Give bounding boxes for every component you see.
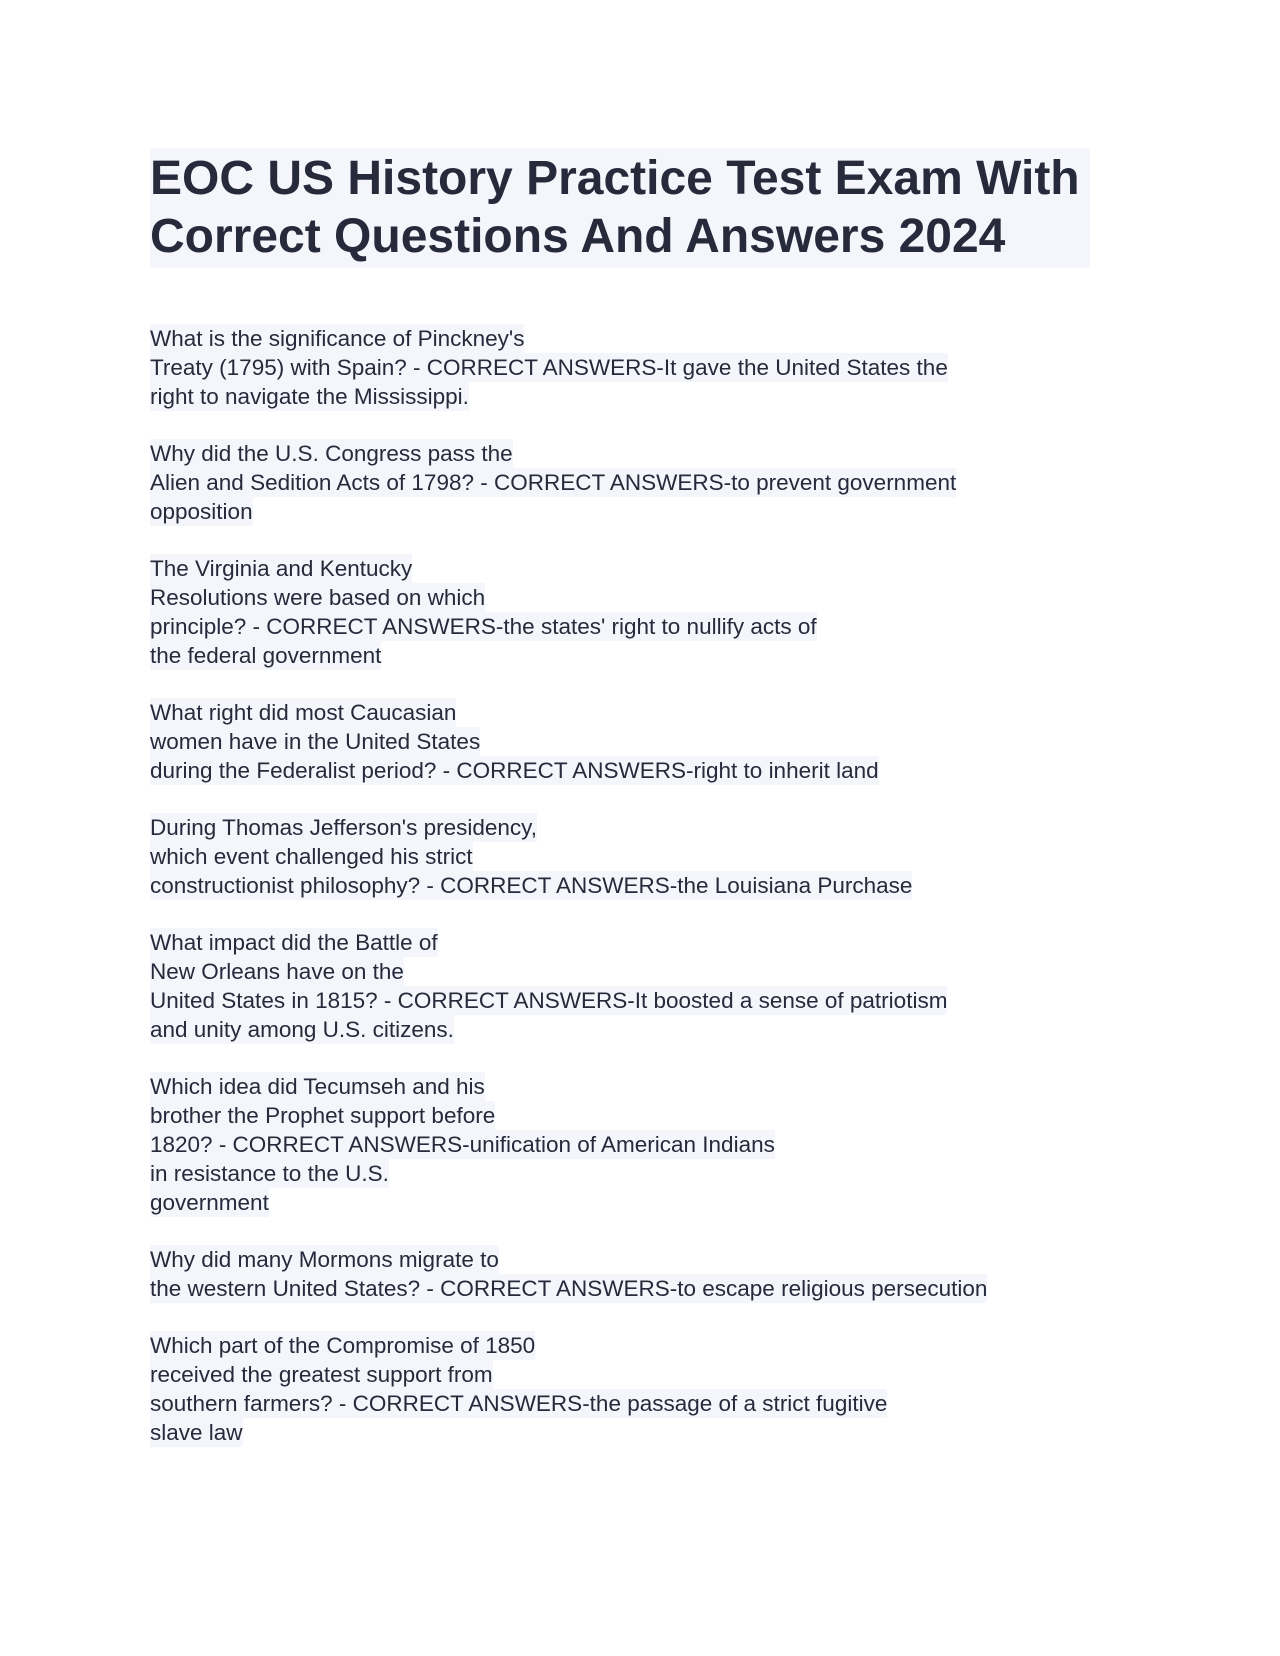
qa-item-5 xyxy=(150,813,1150,900)
qa-item-7 xyxy=(150,1072,1150,1217)
qa-line: What right did most Caucasian xyxy=(150,700,457,725)
title-line-1: EOC US History Practice Test Exam With xyxy=(150,152,1080,205)
qa-line: New Orleans have on the xyxy=(150,959,404,984)
qa-line: in resistance to the U.S. xyxy=(150,1161,389,1186)
qa-line: Which part of the Compromise of 1850 xyxy=(150,1333,536,1358)
qa-line: right to navigate the Mississippi. xyxy=(150,384,469,409)
qa-line: the federal government xyxy=(150,643,382,668)
qa-line: During Thomas Jefferson's presidency, xyxy=(150,815,537,840)
qa-line: Why did many Mormons migrate to xyxy=(150,1247,499,1272)
qa-line: Why did the U.S. Congress pass the xyxy=(150,441,513,466)
qa-line: received the greatest support from xyxy=(150,1362,493,1387)
qa-line: What is the significance of Pinckney's xyxy=(150,326,525,351)
qa-line: brother the Prophet support before xyxy=(150,1103,496,1128)
document-page xyxy=(150,148,1150,1475)
qa-item-3 xyxy=(150,554,1150,670)
qa-line: 1820? - CORRECT ANSWERS-unification of American Indians xyxy=(150,1132,775,1157)
qa-line: during the Federalist period? - CORRECT ANSWERS-right to inherit land xyxy=(150,758,879,783)
qa-line: Resolutions were based on which xyxy=(150,585,486,610)
qa-line: Treaty (1795) with Spain? - CORRECT ANSWERS-It gave the United States the xyxy=(150,355,948,380)
document-title xyxy=(150,148,1090,268)
qa-line: government xyxy=(150,1190,269,1215)
qa-item-6 xyxy=(150,928,1150,1044)
qa-line: constructionist philosophy? - CORRECT ANSWERS-the Louisiana Purchase xyxy=(150,873,913,898)
qa-line: The Virginia and Kentucky xyxy=(150,556,413,581)
qa-line: which event challenged his strict xyxy=(150,844,473,869)
qa-line: southern farmers? - CORRECT ANSWERS-the passage of a strict fugitive xyxy=(150,1391,888,1416)
qa-line: Alien and Sedition Acts of 1798? - CORRECT ANSWERS-to prevent government xyxy=(150,470,957,495)
title-line-2: Correct Questions And Answers 2024 xyxy=(150,210,1006,263)
qa-line: opposition xyxy=(150,499,253,524)
qa-item-2 xyxy=(150,439,1150,526)
qa-line: and unity among U.S. citizens. xyxy=(150,1017,454,1042)
qa-line: principle? - CORRECT ANSWERS-the states' right to nullify acts of xyxy=(150,614,817,639)
qa-item-1 xyxy=(150,324,1150,411)
qa-line: women have in the United States xyxy=(150,729,481,754)
qa-item-9 xyxy=(150,1331,1150,1447)
qa-list xyxy=(150,324,1150,1447)
qa-line: slave law xyxy=(150,1420,243,1445)
qa-item-4 xyxy=(150,698,1150,785)
qa-line: Which idea did Tecumseh and his xyxy=(150,1074,485,1099)
qa-line: the western United States? - CORRECT ANSWERS-to escape religious persecution xyxy=(150,1276,988,1301)
qa-item-8 xyxy=(150,1245,1150,1303)
qa-line: United States in 1815? - CORRECT ANSWERS-It boosted a sense of patriotism xyxy=(150,988,948,1013)
qa-line: What impact did the Battle of xyxy=(150,930,438,955)
